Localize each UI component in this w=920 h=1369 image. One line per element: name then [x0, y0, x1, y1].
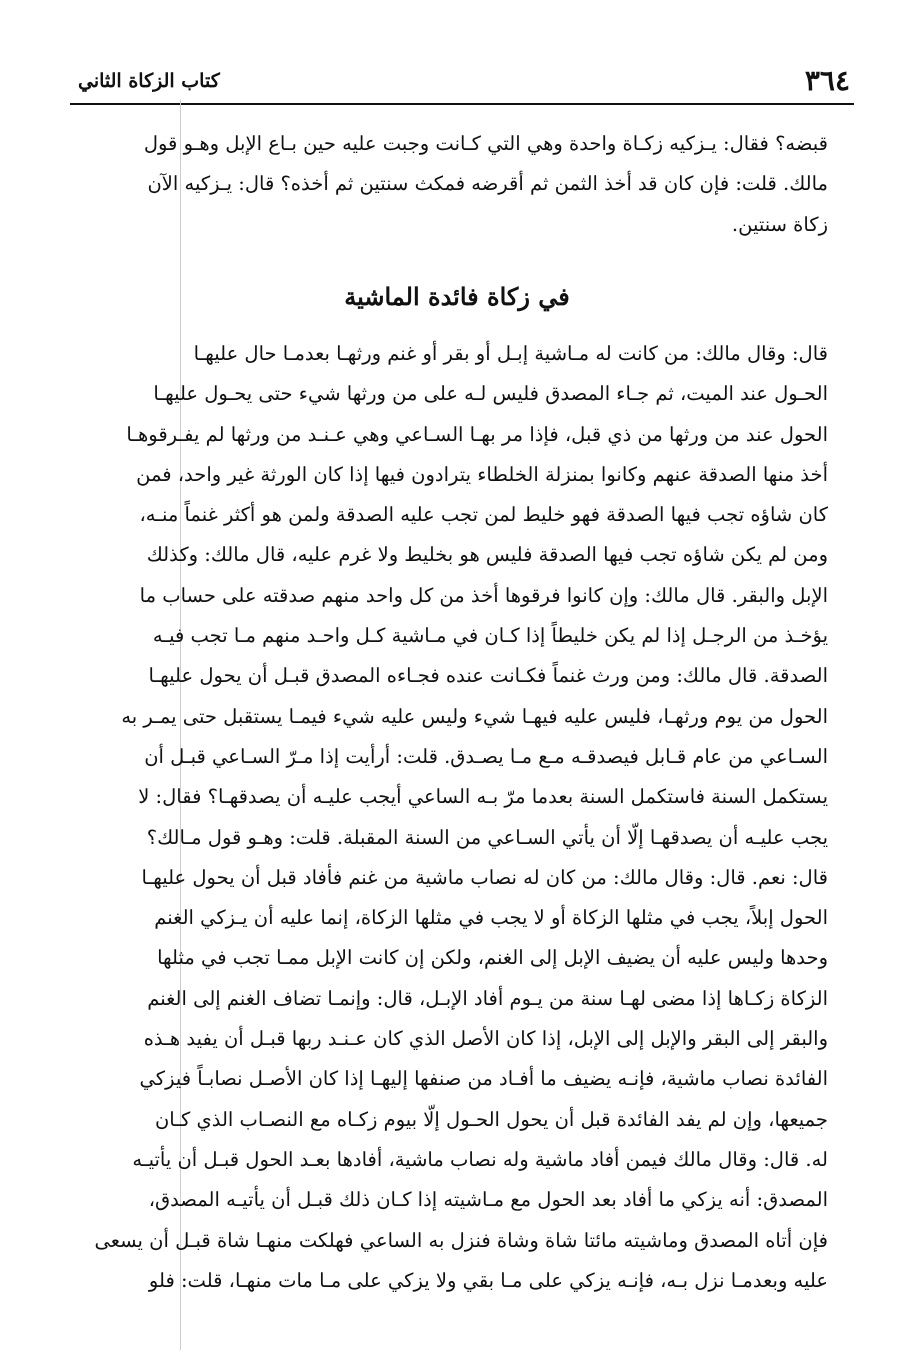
- text-line: قال: نعم. قال: وقال مالك: من كان له نصاب ماشية من غنم فأفاد قبل أن يحول عليهـا: [141, 865, 828, 889]
- text-line: الزكاة زكـاها إذا مضى لهـا سنة من يـوم أفاد الإبـل، قال: وإنمـا تضاف الغنم إلى الغنم: [147, 986, 828, 1010]
- text-line: والبقر إلى البقر والإبل إلى الإبل، إذا كان الأصل الذي كان عـنـد ربها قبـل أن يفيد هـذه: [143, 1027, 828, 1051]
- text-line: يؤخـذ من الرجـل إذا لم يكن خليطاً إذا كـان في مـاشية كـل واحـد منهم مـا تجب فيـه: [152, 624, 828, 648]
- page-number: ٣٦٤: [804, 64, 850, 97]
- text-line: أخذ منها الصدقة عنهم وكانوا بمنزلة الخلطاء يترادون فيها إذا كان الورثة غير واحد، فمن: [136, 462, 828, 486]
- text-line: جميعها، وإن لم يفد الفائدة قبل أن يحول الحـول إلّا بيوم زكـاه مع النصـاب الذي كـان: [154, 1107, 828, 1131]
- text-line: الفائدة نصاب ماشية، فإنـه يضيف ما أفـاد من صنفها إليهـا إذا كان الأصـل نصابـاً فيزكي: [139, 1067, 828, 1091]
- text-line: الحول عند من ورثها من ذي قبل، فإذا مر بهـا السـاعي وهي عـنـد من ورثها لم يفـرقوهـا: [126, 422, 828, 446]
- page-header: [78, 62, 850, 98]
- text-line: كان شاؤه تجب فيها الصدقة فهو خليط لمن تجب عليه الصدقة ولمن هو أكثر غنماً منـه،: [139, 503, 828, 527]
- text-line: المصدق: أنه يزكي ما أفاد بعد الحول مع مـاشيته إذا كـان ذلك قبـل أن يأتيـه المصدق،: [148, 1188, 828, 1212]
- text-line: وحدها وليس عليه أن يضيف الإبل إلى الغنم، ولكن إن كانت الإبل ممـا تجب في مثلها: [157, 946, 828, 970]
- text-line: عليه وبعدمـا نزل بـه، فإنـه يزكي على مـا بقي ولا يزكي على مـا مات منهـا، قلت: فلو: [148, 1268, 828, 1292]
- section-heading: في زكاة فائدة الماشية: [344, 282, 570, 311]
- text-line: الحول إبلاً، يجب في مثلها الزكاة أو لا يجب في مثلها الزكاة، إنما عليه أن يـزكي الغنم: [154, 906, 828, 930]
- header-rule: [70, 103, 854, 105]
- text-line: ومن لم يكن شاؤه تجب فيها الصدقة فليس هو بخليط ولا غرم عليه، قال مالك: وكذلك: [146, 543, 828, 567]
- text-line: زكاة سنتين.: [731, 212, 828, 236]
- text-line: له. قال: وقال مالك فيمن أفاد ماشية وله نصاب ماشية، أفادها بعـد الحول قبـل أن يأتيـه: [132, 1147, 828, 1171]
- text-line: الإبل والبقر. قال مالك: وإن كانوا فرقوها أخذ من كل واحد منهم صدقته على حساب ما: [139, 583, 828, 607]
- text-line: الحول من يوم ورثهـا، فليس عليه فيهـا شيء وليس عليه شيء فيمـا يستقبل حتى يمـر به: [121, 704, 828, 728]
- text-line: قبضه؟ فقال: يـزكيه زكـاة واحدة وهي التي كـانت وجبت عليه حين بـاع الإبل وهـو قول: [143, 132, 828, 155]
- text-line: فإن أتاه المصدق وماشيته مائتا شاة وشاة فنزل به الساعي فهلكت منهـا شاة قبـل أن يسعى: [94, 1228, 828, 1252]
- text-line: يجب عليـه أن يصدقهـا إلّا أن يأتي السـاعي من السنة المقبلة. قلت: وهـو قول مـالك؟: [146, 825, 828, 849]
- text-line: السـاعي من عام قـابل فيصدقـه مـع مـا يصـدق. قلت: أرأيت إذا مـرّ السـاعي قبـل أن: [144, 744, 828, 768]
- intro-paragraph: [86, 124, 828, 245]
- section-body: [86, 334, 828, 1301]
- text-line: مالك. قلت: فإن كان قد أخذ الثمن ثم أقرضه فمكث سنتين ثم أخذه؟ قال: يـزكيه الآن: [147, 172, 828, 196]
- text-line: الصدقة. قال مالك: ومن ورث غنماً فكـانت عنده فجـاءه المصدق قبـل أن يحول عليهـا: [148, 664, 828, 688]
- text-line: قال: وقال مالك: من كانت له مـاشية إبـل أو بقر أو غنم ورثهـا بعدمـا حال عليهـا: [193, 342, 828, 365]
- text-line: الحـول عند الميت، ثم جـاء المصدق فليس لـه على من ورثها شيء حتى يحـول عليهـا: [153, 382, 828, 406]
- text-line: يستكمل السنة فاستكمل السنة بعدما مرّ بـه الساعي أيجب عليـه أن يصدقهـا؟ فقال: لا: [138, 785, 828, 809]
- running-title: كتاب الزكاة الثاني: [78, 70, 220, 92]
